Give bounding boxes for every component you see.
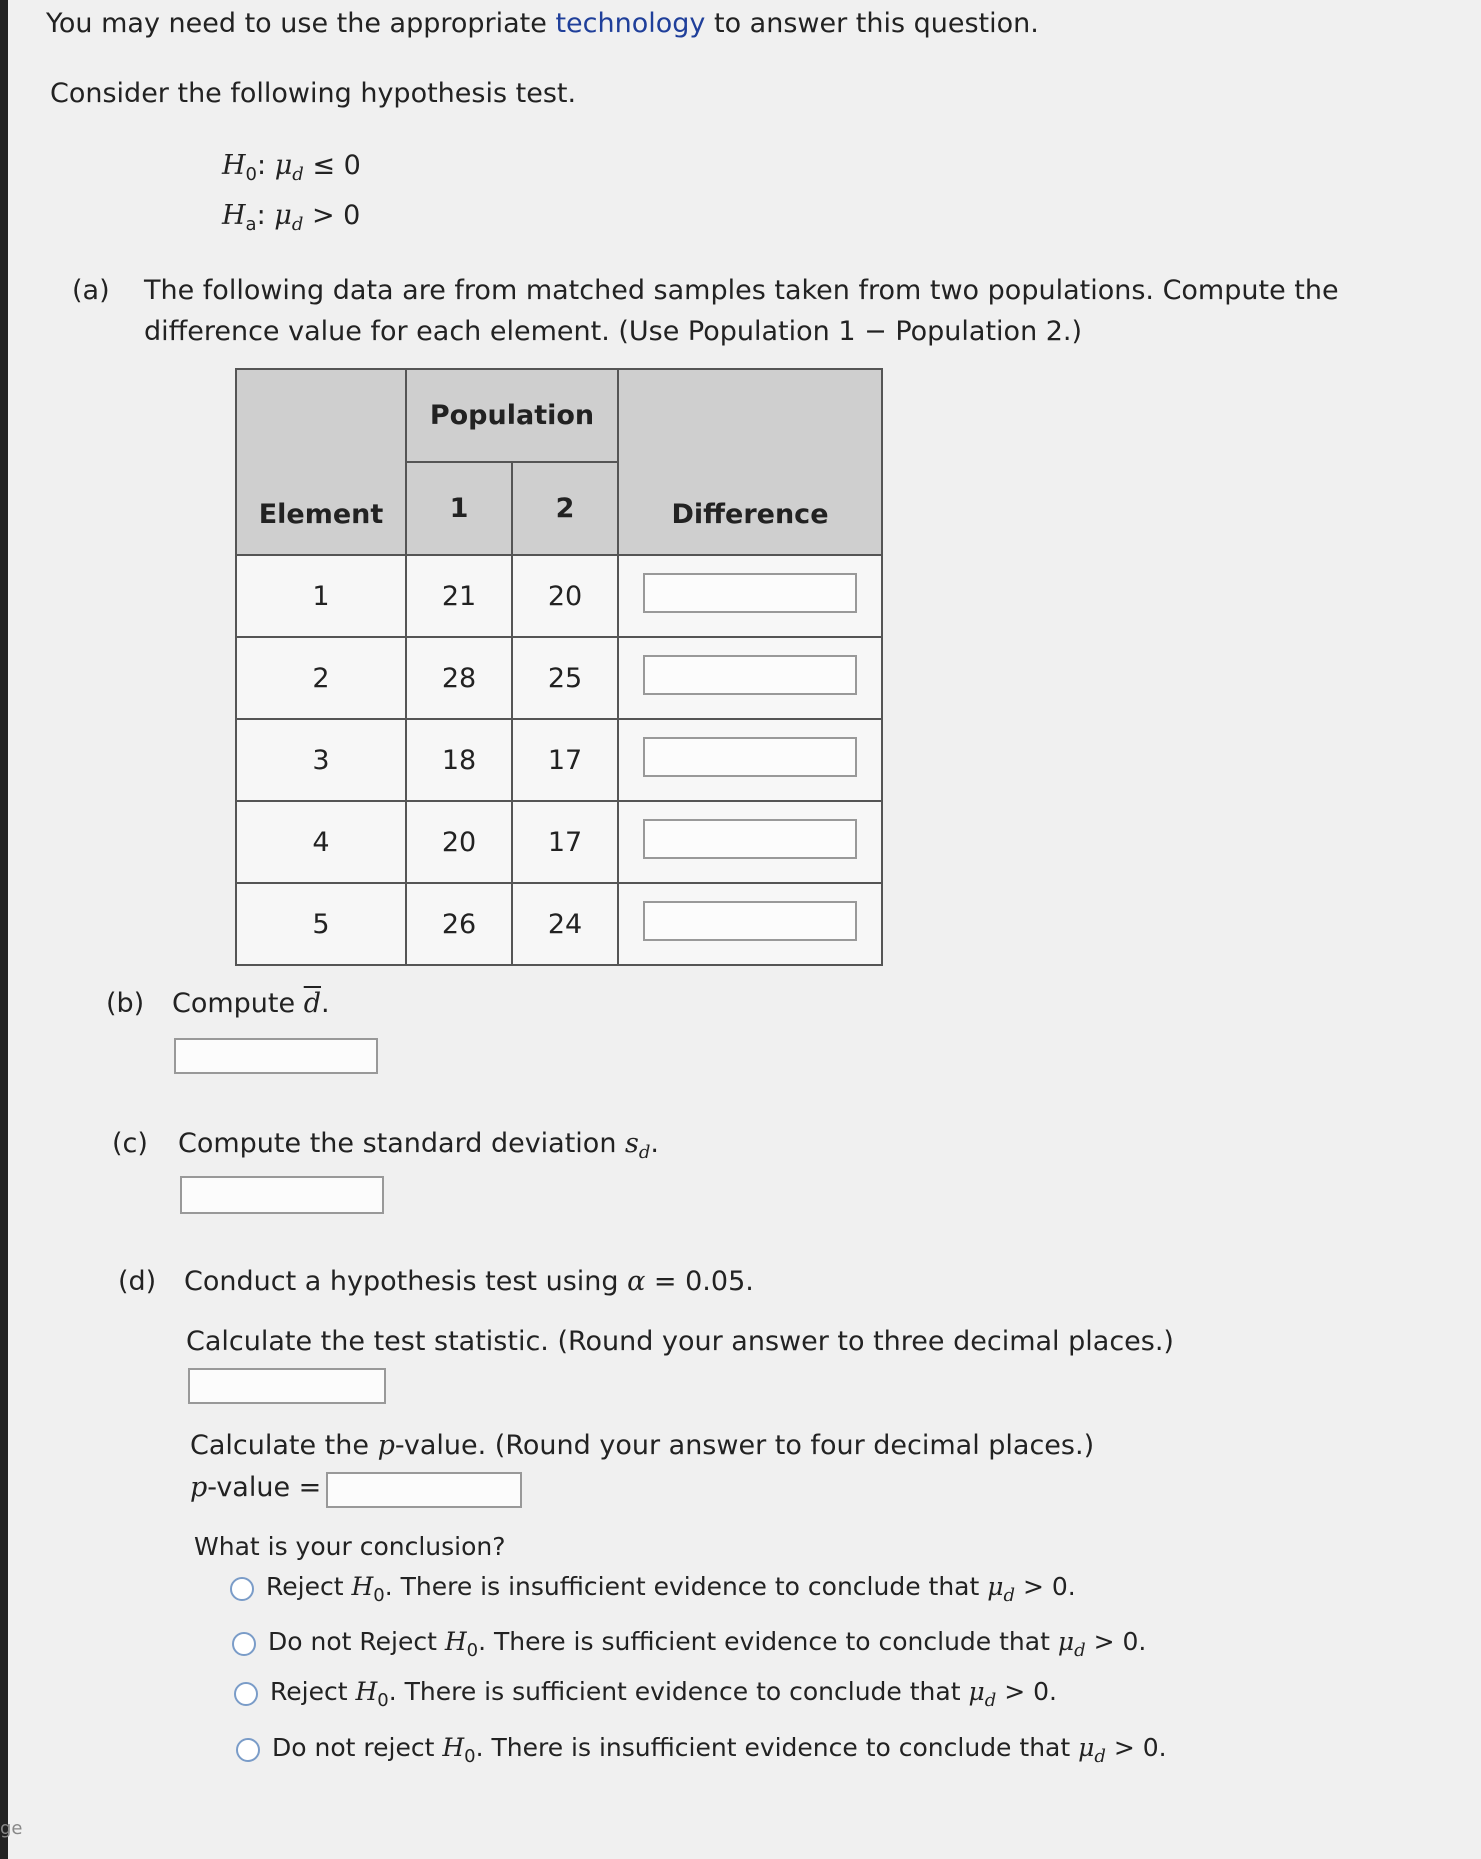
option-2-radio[interactable] xyxy=(232,1632,256,1656)
pop2-cell: 25 xyxy=(512,637,618,719)
option-2-label[interactable] xyxy=(268,1627,1146,1661)
opt1-sub: 0 xyxy=(373,1585,385,1606)
opt3-pre: Reject xyxy=(270,1677,356,1706)
difference-input[interactable] xyxy=(643,737,857,777)
part-b-end: . xyxy=(321,988,330,1019)
part-c-text xyxy=(178,1128,659,1163)
part-a-line1: The following data are from matched samples taken from two populations. Compute the xyxy=(144,275,1339,306)
option-3-label[interactable] xyxy=(270,1677,1057,1711)
opt4-pre: Do not reject xyxy=(272,1733,443,1762)
sd-input[interactable] xyxy=(180,1176,384,1214)
difference-input[interactable] xyxy=(643,655,857,695)
h0-sub: 0 xyxy=(245,164,257,185)
part-d-prompt: Conduct a hypothesis test using xyxy=(184,1266,628,1297)
h0-mu: μ xyxy=(274,150,293,181)
opt1-mu: μ xyxy=(987,1572,1004,1601)
pvalue-prompt xyxy=(190,1430,1094,1461)
option-1-label[interactable] xyxy=(266,1572,1076,1606)
conclusion-question: What is your conclusion? xyxy=(194,1532,506,1561)
option-4-label[interactable] xyxy=(272,1733,1167,1767)
opt3-d: d xyxy=(984,1690,997,1711)
sd-s: s xyxy=(625,1128,639,1159)
opt2-sub: 0 xyxy=(466,1640,479,1661)
element-cell: 3 xyxy=(236,719,406,801)
part-a-label: (a) xyxy=(72,275,110,306)
pop1-cell: 20 xyxy=(406,801,512,883)
edge-label: ge xyxy=(0,1818,23,1839)
pvalue-prompt-p: p xyxy=(377,1430,395,1461)
opt3-mu: μ xyxy=(968,1677,985,1706)
null-hypothesis: $H_0$: $\mu_d \le 0$ xyxy=(222,150,361,185)
pop2-cell: 17 xyxy=(512,801,618,883)
part-c-label: (c) xyxy=(112,1128,148,1159)
pop2-cell: 24 xyxy=(512,883,618,965)
opt1-pre: Reject xyxy=(266,1572,352,1601)
opt4-H: H xyxy=(442,1733,465,1762)
table-row xyxy=(236,719,882,801)
opt1-end: > 0. xyxy=(1015,1572,1076,1601)
consider-text: Consider the following hypothesis test. xyxy=(50,78,577,109)
alpha-symbol: α xyxy=(627,1266,646,1297)
ha-sub: a xyxy=(245,214,257,235)
difference-cell xyxy=(618,719,882,801)
element-cell: 4 xyxy=(236,801,406,883)
left-edge xyxy=(0,0,8,1859)
intro-post: to answer this question. xyxy=(705,8,1039,39)
pop2-cell: 20 xyxy=(512,555,618,637)
population-header: Population xyxy=(406,369,618,462)
ha-rel: > 0 xyxy=(303,200,361,231)
part-c-end: . xyxy=(650,1128,660,1159)
pvalue-input[interactable] xyxy=(326,1472,522,1508)
opt4-mu: μ xyxy=(1078,1733,1095,1762)
opt3-post: . There is sufficient evidence to conclude that xyxy=(388,1677,969,1706)
d-bar-input[interactable] xyxy=(174,1038,378,1074)
pop2-cell: 17 xyxy=(512,719,618,801)
opt4-end: > 0. xyxy=(1105,1733,1167,1762)
opt2-d: d xyxy=(1074,1640,1086,1661)
ha-mu: μ xyxy=(274,200,292,231)
element-header: Element xyxy=(236,369,406,555)
part-c-prompt: Compute the standard deviation xyxy=(178,1128,626,1159)
opt1-d: d xyxy=(1003,1585,1016,1606)
difference-input[interactable] xyxy=(643,573,857,613)
opt2-post: . There is sufficient evidence to conclude that xyxy=(478,1627,1058,1656)
ha-d: d xyxy=(291,214,304,235)
difference-cell xyxy=(618,555,882,637)
table-row xyxy=(236,555,882,637)
difference-header: Difference xyxy=(618,369,882,555)
opt3-sub: 0 xyxy=(377,1690,389,1711)
pvalue-label-p: p xyxy=(190,1472,208,1503)
opt3-end: > 0. xyxy=(996,1677,1057,1706)
part-b-label: (b) xyxy=(106,988,145,1019)
part-b-text xyxy=(172,988,330,1019)
pop1-cell: 18 xyxy=(406,719,512,801)
pop1-cell: 26 xyxy=(406,883,512,965)
difference-cell xyxy=(618,883,882,965)
h0-H: H xyxy=(222,150,246,181)
data-table xyxy=(235,368,883,966)
difference-input[interactable] xyxy=(643,901,857,941)
opt4-sub: 0 xyxy=(464,1746,476,1767)
part-d-label: (d) xyxy=(118,1266,157,1297)
option-4-radio[interactable] xyxy=(236,1738,260,1762)
option-3-radio[interactable] xyxy=(234,1682,258,1706)
pop1-cell: 28 xyxy=(406,637,512,719)
table-row xyxy=(236,637,882,719)
option-1-radio[interactable] xyxy=(230,1577,254,1601)
opt2-pre: Do not Reject xyxy=(268,1627,445,1656)
test-stat-input[interactable] xyxy=(188,1368,386,1404)
d-bar: $\overline{d}$ xyxy=(303,988,322,1019)
opt1-post: . There is insufficient evidence to conclude that xyxy=(384,1572,988,1601)
intro-text xyxy=(46,8,1039,39)
element-cell: 2 xyxy=(236,637,406,719)
opt4-post: . There is insufficient evidence to conclude that xyxy=(475,1733,1079,1762)
opt2-end: > 0. xyxy=(1085,1627,1147,1656)
difference-input[interactable] xyxy=(643,819,857,859)
difference-cell xyxy=(618,637,882,719)
part-a-line2: difference value for each element. (Use Population 1 − Population 2.) xyxy=(144,316,1083,347)
opt4-d: d xyxy=(1094,1746,1106,1767)
h0-d: d xyxy=(292,164,304,185)
opt3-H: H xyxy=(355,1677,378,1706)
opt1-H: H xyxy=(351,1572,374,1601)
pop2-header: 2 xyxy=(512,462,618,555)
ha-H: H xyxy=(222,200,246,231)
alpha-value: = 0.05. xyxy=(645,1266,754,1297)
pvalue-label-post: -value = xyxy=(207,1472,322,1503)
pop1-header: 1 xyxy=(406,462,512,555)
opt2-H: H xyxy=(444,1627,467,1656)
table-row xyxy=(236,883,882,965)
part-d-text xyxy=(184,1266,754,1297)
element-cell: 5 xyxy=(236,883,406,965)
test-stat-prompt: Calculate the test statistic. (Round your answer to three decimal places.) xyxy=(186,1326,1174,1357)
table-row xyxy=(236,801,882,883)
technology-link[interactable]: technology xyxy=(555,8,706,39)
intro-pre: You may need to use the appropriate xyxy=(46,8,556,39)
element-cell: 1 xyxy=(236,555,406,637)
h0-rel: ≤ 0 xyxy=(303,150,361,181)
alt-hypothesis: $H_a$: $\mu_d > 0$ xyxy=(222,200,361,235)
part-b-prompt: Compute xyxy=(172,988,304,1019)
opt2-mu: μ xyxy=(1057,1627,1075,1656)
sd-sub: d xyxy=(638,1142,651,1163)
pvalue-prompt-post: -value. (Round your answer to four decimal places.) xyxy=(394,1430,1095,1461)
difference-cell xyxy=(618,801,882,883)
pvalue-prompt-pre: Calculate the xyxy=(190,1430,378,1461)
pop1-cell: 21 xyxy=(406,555,512,637)
pvalue-label xyxy=(190,1472,321,1503)
